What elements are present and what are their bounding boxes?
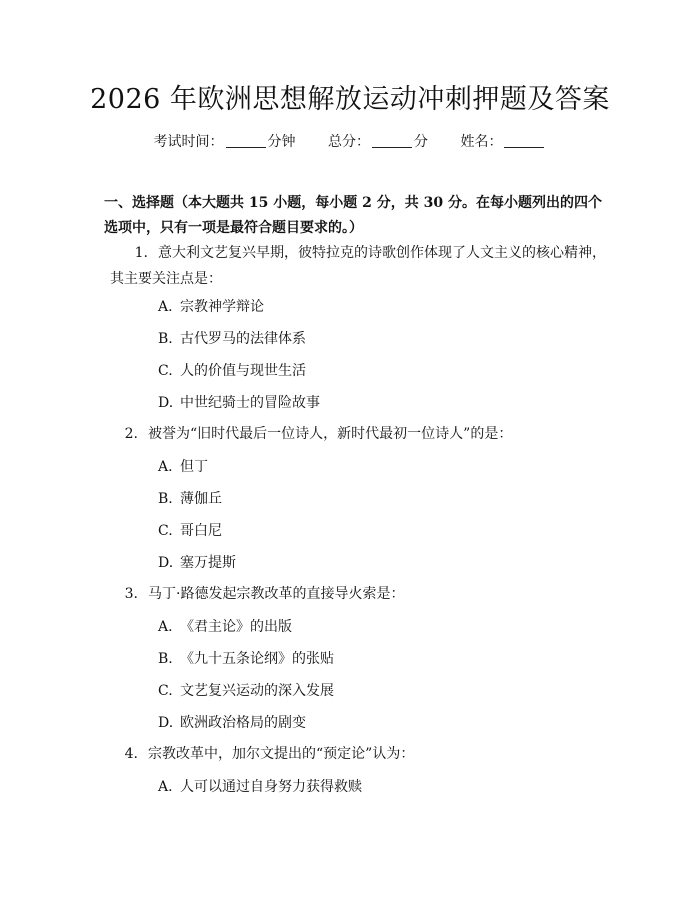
exam-meta (0, 132, 700, 152)
option-text: 薄伽丘 (180, 491, 222, 507)
option-letter: C. (158, 523, 173, 539)
option-letter: B. (158, 491, 173, 507)
option-2a[interactable] (158, 457, 208, 477)
option-text: 但丁 (180, 459, 208, 475)
option-letter: A. (158, 779, 173, 795)
score-unit: 分 (414, 134, 428, 150)
option-text: 哥白尼 (180, 523, 222, 539)
score-field (328, 132, 428, 152)
option-letter: D. (158, 555, 174, 571)
option-1a[interactable] (158, 297, 264, 317)
question-stem: 马丁·路德发起宗教改革的直接导火索是： (148, 586, 405, 602)
score-label: 总分： (328, 134, 370, 150)
option-text: 人的价值与现世生活 (180, 363, 306, 379)
option-text: 文艺复兴运动的深入发展 (180, 683, 334, 699)
option-letter: B. (158, 651, 173, 667)
question-number: 3. (124, 586, 138, 602)
option-1d[interactable] (158, 393, 320, 413)
option-text: 《九十五条论纲》的张贴 (180, 651, 334, 667)
option-text: 古代罗马的法律体系 (180, 331, 306, 347)
option-2b[interactable] (158, 489, 222, 509)
option-2d[interactable] (158, 553, 236, 573)
option-letter: A. (158, 619, 173, 635)
question-2 (110, 421, 608, 447)
option-letter: A. (158, 459, 173, 475)
option-text: 中世纪骑士的冒险故事 (180, 395, 320, 411)
option-1c[interactable] (158, 361, 306, 381)
name-field (460, 132, 546, 152)
page-title: 2026 年欧洲思想解放运动冲刺押题及答案 (90, 84, 610, 115)
time-blank (226, 134, 266, 148)
option-4a[interactable] (158, 777, 362, 797)
question-3 (110, 581, 608, 607)
question-4 (110, 741, 608, 767)
option-1b[interactable] (158, 329, 306, 349)
option-3d[interactable] (158, 713, 306, 733)
section-heading: 一、选择题（本大题共 15 小题，每小题 2 分，共 30 分。在每小题列出的四个选项中，只有一项是最符合题目要求的。） (104, 195, 602, 236)
question-number: 4. (124, 746, 138, 762)
question-1 (110, 240, 608, 292)
option-letter: D. (158, 395, 174, 411)
option-3a[interactable] (158, 617, 292, 637)
option-text: 塞万提斯 (180, 555, 236, 571)
question-stem: 宗教改革中，加尔文提出的“预定论”认为： (148, 746, 415, 762)
option-letter: B. (158, 331, 173, 347)
option-3c[interactable] (158, 681, 334, 701)
name-label: 姓名： (460, 134, 503, 150)
question-stem: 被誉为“旧时代最后一位诗人，新时代最初一位诗人”的是： (148, 426, 513, 442)
question-number: 2. (124, 426, 138, 442)
option-letter: D. (158, 715, 174, 731)
question-stem: 意大利文艺复兴早期，彼特拉克的诗歌创作体现了人文主义的核心精神，其主要关注点是： (110, 245, 606, 287)
time-label: 考试时间： (153, 134, 224, 150)
option-text: 宗教神学辩论 (180, 299, 264, 315)
option-3b[interactable] (158, 649, 334, 669)
option-text: 欧洲政治格局的剧变 (180, 715, 306, 731)
score-blank (372, 134, 412, 148)
option-letter: C. (158, 363, 173, 379)
name-blank (504, 134, 544, 148)
option-text: 《君主论》的出版 (180, 619, 292, 635)
option-letter: A. (158, 299, 173, 315)
time-field (154, 132, 296, 152)
option-letter: C. (158, 683, 173, 699)
option-text: 人可以通过自身努力获得救赎 (180, 779, 362, 795)
question-number: 1. (134, 245, 148, 261)
time-unit: 分钟 (267, 134, 296, 150)
option-2c[interactable] (158, 521, 222, 541)
